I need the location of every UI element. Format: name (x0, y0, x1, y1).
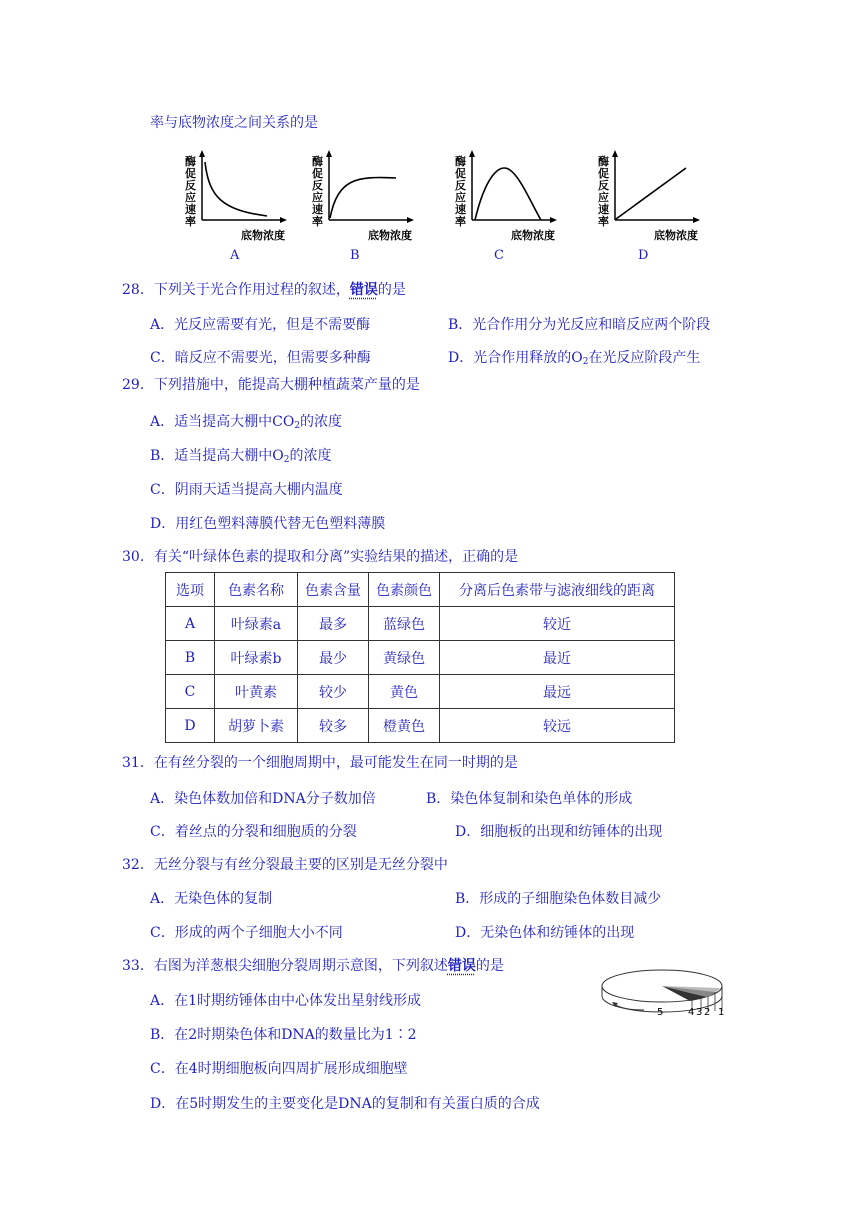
q33-option-a: A．在1时期纺锤体由中心体发出星射线形成 (150, 993, 422, 1009)
q28-stem-end: 的是 (377, 282, 406, 298)
q33-stem (122, 955, 504, 975)
q29-option-b-end: 的浓度 (289, 448, 332, 464)
q28-option-c: C．暗反应不需要光，但需要多种酶 (150, 350, 371, 366)
table-cell: 橙黄色 (369, 709, 440, 743)
table-cell: C (166, 675, 215, 709)
chart-letter-d: D (638, 248, 649, 263)
q33-emphasis: 错误 (447, 958, 476, 974)
table-cell: 最少 (298, 641, 369, 675)
q29-option-d: D．用红色塑料薄膜代替无色塑料薄膜 (150, 516, 386, 532)
chart-b-ylabel: 酶促反应速率 (312, 155, 323, 228)
table-cell: 胡萝卜素 (215, 709, 298, 743)
q28-option-d-sub: 2 (582, 357, 589, 367)
q33-stem-end: 的是 (475, 958, 504, 974)
q28-option-d (448, 347, 700, 367)
q32-option-a: A．无染色体的复制 (150, 891, 273, 907)
q33-stem-text: 33．右图为洋葱根尖细胞分裂周期示意图，下列叙述 (122, 958, 448, 974)
table-cell: 较少 (298, 675, 369, 709)
fig-label-4: 4 (688, 1007, 695, 1018)
table-cell: 最多 (298, 607, 369, 641)
chart-b-curve (330, 177, 396, 218)
q31-option-b: B．染色体复制和染色单体的形成 (426, 791, 633, 807)
table-cell: 黄绿色 (369, 641, 440, 675)
fig-label-5: 5 (657, 1007, 664, 1018)
q33-option-b: B．在2时期染色体和DNA的数量比为1∶2 (150, 1027, 417, 1043)
q29-stem: 29．下列措施中，能提高大棚种植蔬菜产量的是 (122, 377, 420, 393)
table-header: 分离后色素带与滤液细线的距离 (440, 573, 675, 607)
q31-stem: 31．在有丝分裂的一个细胞周期中，最可能发生在同一时期的是 (122, 755, 518, 771)
chart-letter-b: B (350, 248, 360, 263)
table-cell: 蓝绿色 (369, 607, 440, 641)
chart-a-curve (205, 162, 267, 216)
chart-b (312, 148, 462, 243)
chart-c-xlabel: 底物浓度 (511, 229, 555, 242)
table-cell: 黄色 (369, 675, 440, 709)
table-row (166, 607, 675, 641)
q31-option-a: A．染色体数加倍和DNA分子数加倍 (150, 791, 376, 807)
q27-tail: 率与底物浓度之间关系的是 (150, 115, 318, 131)
q33-option-d: D．在5时期发生的主要变化是DNA的复制和有关蛋白质的合成 (150, 1096, 540, 1112)
q28-stem-text: 28．下列关于光合作用过程的叙述， (122, 282, 350, 298)
q29-option-a-end: 的浓度 (300, 414, 343, 430)
table-cell: 叶绿素b (215, 641, 298, 675)
table-cell: 叶绿素a (215, 607, 298, 641)
fig-label-3: 3 (696, 1007, 703, 1018)
q32-option-b: B．形成的子细胞染色体数目减少 (455, 891, 662, 907)
q29-option-b (150, 445, 332, 465)
q29-option-b-text: B．适当提高大棚中O (150, 448, 284, 464)
chart-d-ylabel: 酶促反应速率 (598, 155, 609, 228)
q28-option-d-text: D．光合作用释放的O (448, 350, 583, 366)
q29-option-c: C．阴雨天适当提高大棚内温度 (150, 482, 343, 498)
q31-option-d: D．细胞板的出现和纺锤体的出现 (455, 824, 663, 840)
q32-option-c: C．形成的两个子细胞大小不同 (150, 925, 343, 941)
q32-stem: 32．无丝分裂与有丝分裂最主要的区别是无丝分裂中 (122, 857, 448, 873)
chart-letter-c: C (494, 248, 504, 263)
table-header-row (166, 573, 675, 607)
chart-letter-a: A (230, 248, 240, 263)
table-header: 色素颜色 (369, 573, 440, 607)
table-cell: 最远 (440, 675, 675, 709)
q28-option-b: B．光合作用分为光反应和暗反应两个阶段 (448, 317, 711, 333)
table-cell: 叶黄素 (215, 675, 298, 709)
q29-option-a (150, 411, 342, 431)
q28-emphasis: 错误 (349, 282, 378, 298)
q31-option-c: C．着丝点的分裂和细胞质的分裂 (150, 824, 357, 840)
q28-stem (122, 279, 406, 299)
table-cell: D (166, 709, 215, 743)
q30-stem: 30．有关“叶绿体色素的提取和分离”实验结果的描述，正确的是 (122, 549, 519, 565)
q29-option-b-sub: 2 (283, 455, 290, 465)
cell-cycle-pie (594, 962, 734, 1022)
table-header: 色素名称 (215, 573, 298, 607)
q28-option-a: A．光反应需要有光，但是不需要酶 (150, 317, 371, 333)
chart-b-xlabel: 底物浓度 (368, 229, 412, 242)
table-cell: A (166, 607, 215, 641)
table-cell: 较多 (298, 709, 369, 743)
table-row (166, 709, 675, 743)
q28-option-d-end: 在光反应阶段产生 (588, 350, 701, 366)
q29-option-a-sub: 2 (294, 421, 301, 431)
fig-label-1: 1 (718, 1007, 725, 1018)
table-cell: B (166, 641, 215, 675)
chart-c-ylabel: 酶促反应速率 (455, 155, 466, 228)
chart-c-curve (475, 168, 541, 220)
table-cell: 较近 (440, 607, 675, 641)
chart-a-ylabel: 酶促反应速率 (185, 155, 196, 228)
table-header: 选项 (166, 573, 215, 607)
cell-cycle-figure (594, 962, 734, 1022)
chart-d-xlabel: 底物浓度 (654, 229, 698, 242)
table-row (166, 675, 675, 709)
chart-d (598, 148, 748, 243)
q33-option-c: C．在4时期细胞板向四周扩展形成细胞壁 (150, 1061, 408, 1077)
table-row (166, 641, 675, 675)
q32-option-d: D．无染色体和纺锤体的出现 (455, 925, 635, 941)
q29-option-a-text: A．适当提高大棚中CO (150, 414, 295, 430)
pigment-table (165, 572, 675, 743)
fig-label-2: 2 (704, 1007, 711, 1018)
chart-d-line (616, 168, 686, 219)
table-header: 色素含量 (298, 573, 369, 607)
table-cell: 最近 (440, 641, 675, 675)
table-cell: 较远 (440, 709, 675, 743)
chart-a-xlabel: 底物浓度 (241, 229, 285, 242)
chart-c (455, 148, 605, 243)
